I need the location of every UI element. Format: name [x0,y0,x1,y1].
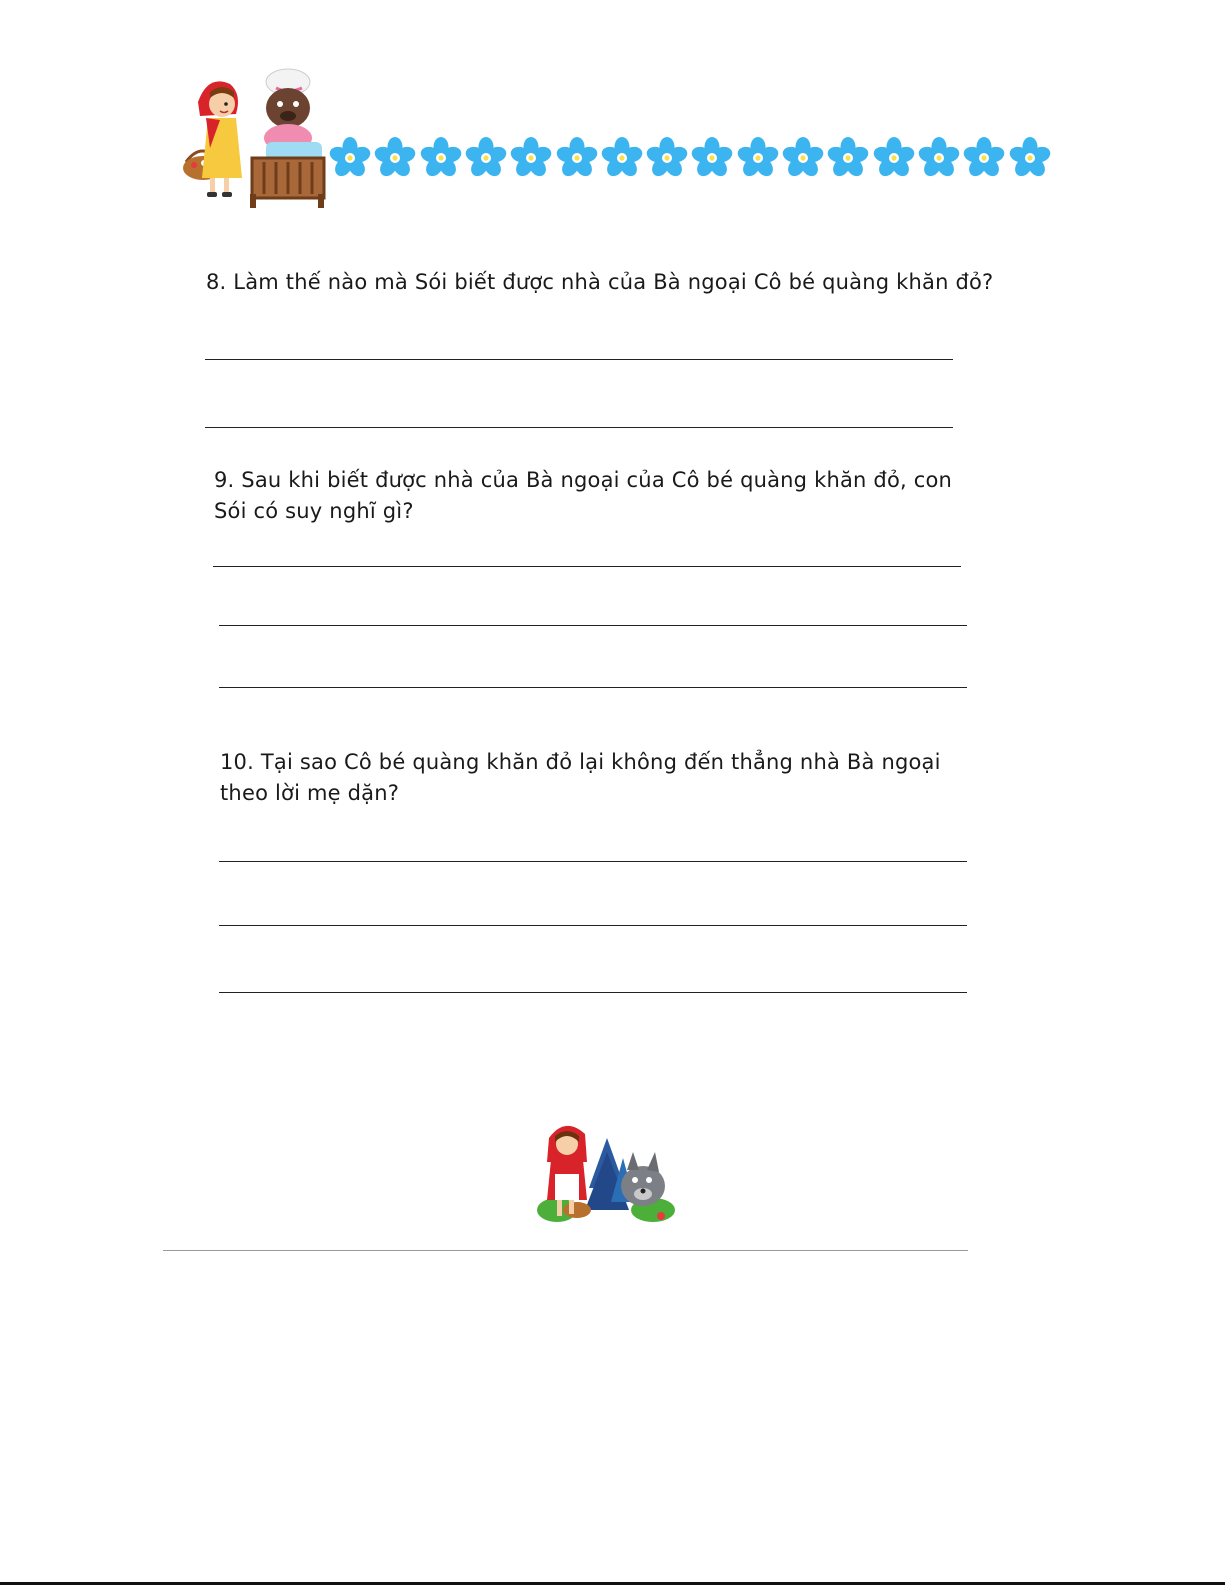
blue-flower-icon [962,136,1006,180]
answer-line[interactable] [205,359,953,360]
answer-line[interactable] [219,925,967,926]
blue-flower-icon [555,136,599,180]
blue-flower-icon [328,136,372,180]
blue-flower-icon [645,136,689,180]
blue-flower-icon [781,136,825,180]
answer-line[interactable] [219,861,967,862]
blue-flower-icon [872,136,916,180]
question-9-line-2: Sói có suy nghĩ gì? [214,499,414,523]
question-10-line-1: 10. Tại sao Cô bé quàng khăn đỏ lại không đến thẳng nhà Bà ngoại [220,750,941,774]
question-10-line-2: theo lời mẹ dặn? [220,781,400,805]
wolf-grandma-in-bed [250,69,324,208]
wolf-icon [621,1152,665,1206]
blue-flower-icon [690,136,734,180]
header-illustration [180,62,330,212]
answer-line[interactable] [219,687,967,688]
question-8: 8. Làm thế nào mà Sói biết được nhà của Bà ngoại Cô bé quàng khăn đỏ? [206,270,994,294]
question-9-line-1: 9. Sau khi biết được nhà của Bà ngoại của Cô bé quàng khăn đỏ, con [214,468,953,492]
blue-flower-icon [600,136,644,180]
answer-line[interactable] [219,992,967,993]
blue-flower-icon [373,136,417,180]
blue-flower-icon [826,136,870,180]
answer-line[interactable] [205,427,953,428]
footer-illustration [535,1118,680,1226]
blue-flower-icon [736,136,780,180]
answer-line[interactable] [213,566,961,567]
answer-line[interactable] [219,625,967,626]
blue-flower-icon [419,136,463,180]
blue-flower-icon [917,136,961,180]
page-divider [163,1250,968,1251]
blue-flower-icon [1008,136,1052,180]
blue-flower-icon [464,136,508,180]
blue-flower-icon [509,136,553,180]
